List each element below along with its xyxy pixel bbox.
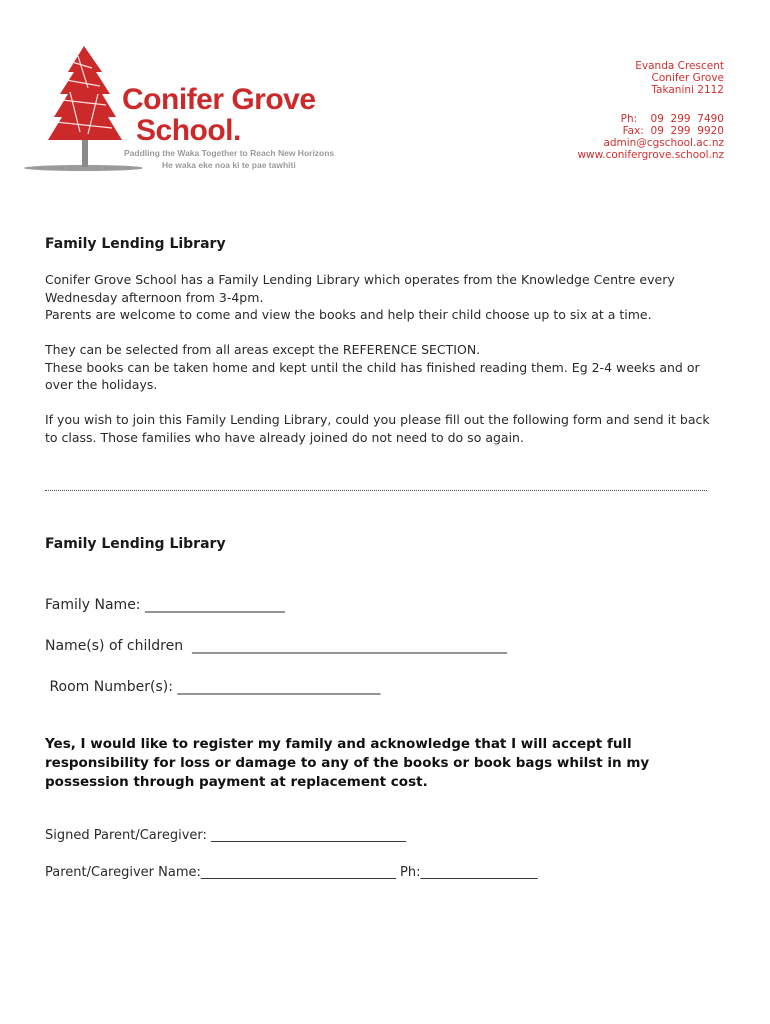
letterhead <box>0 0 770 190</box>
caregiver-name-phone-field[interactable]: Parent/Caregiver Name:______________________________ Ph:__________________ <box>45 865 538 880</box>
phone-number: Ph: 09 299 7490 <box>620 113 724 125</box>
cut-line-divider <box>45 490 707 491</box>
intro-text-schedule: Conifer Grove School has a Family Lending Library which operates from the Knowledge Centre every Wednesday afternoon from 3-4pm. <box>45 272 675 305</box>
form-heading: Family Lending Library <box>45 536 226 552</box>
fax-number: Fax: 09 299 9920 <box>622 125 724 137</box>
signature-field[interactable]: Signed Parent/Caregiver: ______________________________ <box>45 828 407 843</box>
intro-paragraph-3 <box>45 411 725 446</box>
school-name-line2: School. <box>136 114 241 147</box>
school-motto <box>124 147 334 171</box>
motto-maori: He waka eke noa ki te pae tawhiti <box>162 160 296 170</box>
family-name-field[interactable]: Family Name: ____________________ <box>45 597 285 613</box>
address-line-2: Conifer Grove <box>651 72 724 84</box>
contact-details <box>577 60 724 161</box>
intro-paragraph-1 <box>45 271 725 324</box>
intro-text-join: If you wish to join this Family Lending Library, could you please fill out the following form and send it back to class. Those families who have already joined do not need to do so again. <box>45 412 710 445</box>
email-address: admin@cgschool.ac.nz <box>603 137 724 149</box>
intro-text-parents: Parents are welcome to come and view the books and help their child choose up to six at a time. <box>45 307 652 322</box>
intro-heading: Family Lending Library <box>45 236 226 252</box>
school-name <box>122 84 316 146</box>
school-name-line1: Conifer Grove <box>122 83 316 116</box>
website-address: www.conifergrove.school.nz <box>577 149 724 161</box>
children-names-field[interactable]: Name(s) of children _____________________________________________ <box>45 638 507 654</box>
intro-text-sections: They can be selected from all areas except the REFERENCE SECTION. <box>45 342 481 357</box>
intro-paragraph-2 <box>45 341 725 394</box>
intro-text-loan-period: These books can be taken home and kept until the child has finished reading them. Eg 2-4 weeks and or over the holidays. <box>45 359 700 392</box>
responsibility-declaration: Yes, I would like to register my family and acknowledge that I will accept full responsibility for loss or damage to any of the books or book bags whilst in my possession through payment at replacement cost. <box>45 736 650 790</box>
address-line-3: Takanini 2112 <box>651 84 724 96</box>
motto-english: Paddling the Waka Together to Reach New Horizons <box>124 148 335 158</box>
room-number-field[interactable]: Room Number(s): _____________________________ <box>45 679 381 695</box>
address-line-1: Evanda Crescent <box>635 60 724 72</box>
